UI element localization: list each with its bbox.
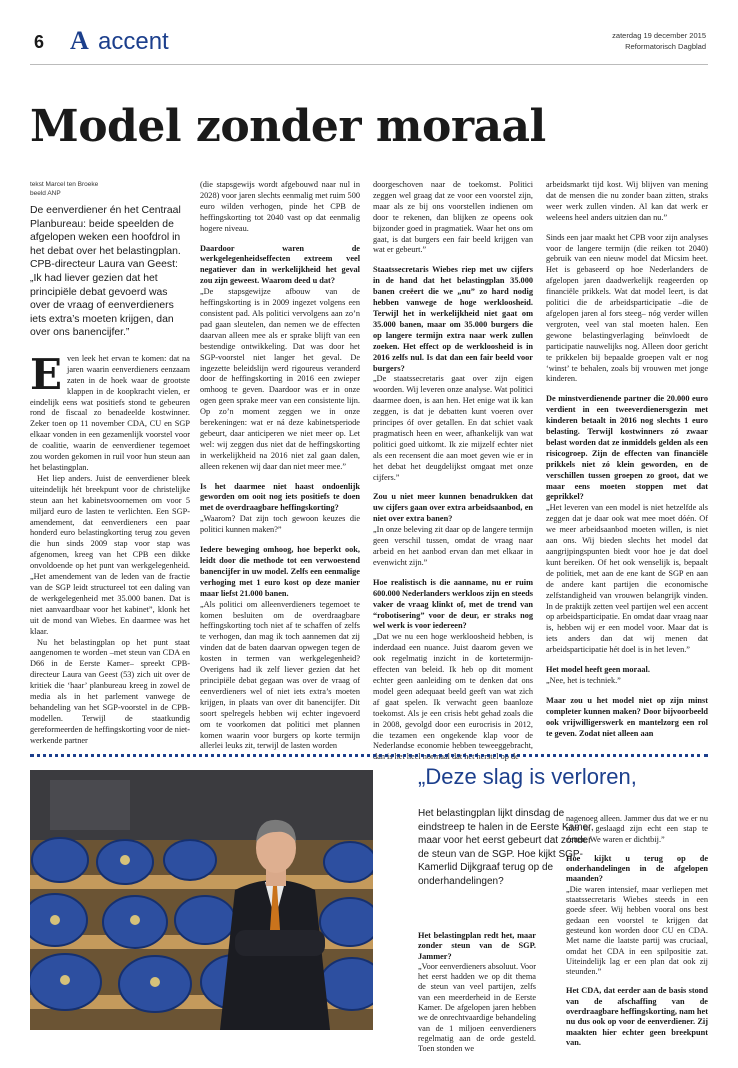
interview-question: Is het daarmee niet haast ondoenlijk geworden om ooit nog iets positiefs te doen met de overdraagbare heffingskorting? <box>200 481 360 513</box>
interview-answer: „Nee, het is techniek.” <box>546 675 621 685</box>
interview-answer: „De staatssecretaris gaat over zijn eigen woorden. Wij leveren onze analyse. Wat politici daarmee doen, is aan hen. Het enige wat ik kan zeggen, is dat je debatten kunt voeren over principes óf over getallen. En dat schiet vaak pragmatisch heen en weer, afhankelijk van wat politici goed uitkomt. Ik zie mijzelf echter niet als een recensent die aan moet geven wie er in het debat het deugdelijkst omgaat met onze cijfers.” <box>373 374 533 482</box>
article-paragraph: ven leek het ervan te komen: dat na jaren waarin eenverdieners eenzaam zaten in de hoek waar de grootste klappen in de koopkracht vielen, er eindelijk eens wat positiefs stond te gebeuren rond de fiscaal zo benadeelde kostwinner. Zeker toen op 11 november CDA, CU en SGP elkaar vonden in een gezamenlijk voorstel voor de coalitie, waarin de eenverdiener tegemoet zou worden gekomen in ruil voor hun steun aan het belastingplan. <box>30 353 190 472</box>
interview-question: Iedere beweging omhoog, hoe beperkt ook, leidt door die methode tot een verwoestend banencijfer in uw model. Zelfs een eenmalige verhoging met 1 euro kost op deze manier maar liefst 21.000 banen. <box>200 545 360 598</box>
header-rule <box>30 64 708 65</box>
article-column-1 <box>30 180 190 747</box>
parliament-photo-illustration <box>30 770 373 1030</box>
author-credit: tekst Marcel ten Broeke <box>30 181 99 188</box>
interview-question: Staatssecretaris Wiebes riep met uw cijfers in de hand dat het belastingplan 35.000 banen creëert die we „nu” zo hard nodig hebben vanwege de hoge werkloosheid. Terwijl het in werkelijkheid niet gaat om 35.000 banen, maar om 35.000 burgers die op langere termijn extra naar werk zullen zoeken. Het effect op de werkloosheid is in 2016 zelfs nul. Is dat dan een fair beeld voor burgers? <box>373 265 533 373</box>
article-lead: De eenverdiener én het Centraal Planbureau: beide speelden de afgelopen weken een hoofdrol in het debat over het belastingplan. CPB-directeur Laura van Geest: „Ik had liever gezien dat het principiële debat gevoerd was over de vraag of eenverdieners iets extra’s moeten krijgen, dan over ons banencijfer.” <box>30 205 181 339</box>
issue-date: zaterdag 19 december 2015 <box>612 31 706 40</box>
sidebar-intro: Het belastingplan lijkt dinsdag de eindstreep te halen in de Eerste Kamer, maar voor het eerst gebeurt dat zónder de steun van de SGP. Hoe kijkt SGP-Kamerlid Dijkgraaf terug op de onderhandelingen? <box>418 808 594 887</box>
interview-answer: „Voor eenverdieners absoluut. Voor het eerst hadden we op dit thema de steun van veel partijen, zelfs van een meerderheid in de Eerste Kamer. De afgelopen jaren hebben we de onrechtvaardige behandeling van de 1 miljoen eenverdieners regelmatig aan de orde gesteld. Toen stonden we <box>418 961 536 1054</box>
article-column-3 <box>373 180 533 763</box>
interview-question: Daardoor waren de werkgelegenheidseffecten extreem veel negatiever dan in werkelijkheid het geval zou zijn geweest. Waarom deed u dat? <box>200 243 360 286</box>
interview-question: De minstverdienende partner die 20.000 euro verdient in een tweeverdienersgezin met kinderen betaalt in 2016 nog slechts 1 euro belasting. Terwijl kostwinners zó zwaar belast worden dat ze inmiddels gelden als een risicogroep. Zijn de effecten van financiële prikkels niet zó klein geworden, en de verschillen tussen groepen zo groot, dat we maar eens moeten stoppen met dat geprikkel? <box>546 394 708 502</box>
interview-answer: „Dat we nu een hoge werkloosheid hebben, is inderdaad een nuance. Juist daarom geven we ook regelmatig inzicht in de kortetermijn-effecten van beleid. Ik heb op dit moment echter geen aanleiding om te denken dat ons model geen adequaat beeld geeft van wat zich af gaat spelen. Ik verwacht geen baanloze toekomst. Als je een crisis hebt gehad zoals die in 2008, gevolgd door een eurocrisis in 2012, die tezamen een ongekende klap voor de Nederlandse economie hebben teweeggebracht, dan is het heel normaal dat het herstel op de <box>373 632 533 762</box>
newspaper-name: Reformatorisch Dagblad <box>625 42 706 51</box>
sidebar-column-1 <box>418 922 536 1055</box>
drop-cap: E <box>30 349 63 399</box>
page-number: 6 <box>34 32 45 52</box>
interview-answer: (die stapsgewijs wordt afgebouwd naar nul in 2028) voor jaren slechts eenmalig met ruim 500 euro wilden verhogen, pinde het CPB de heffingskorting tot 2040 vast op dat eenmalig hogere niveau. <box>200 180 360 233</box>
interview-answer: arbeidsmarkt tijd kost. Wij blijven van mening dat de mensen die nu zonder baan zitten, straks weer werk zullen vinden. Al kan dat werk er weleens heel anders uitzien dan nu.” <box>546 180 708 222</box>
interview-answer: „De stapsgewijze afbouw van de heffingskorting is in 2009 ingezet volgens een consistent pad. Als politici vervolgens aan zo’n pad gaan sleutelen, dan nemen we de effecten daarvan alleen mee als er sprake blijft van een bestendige ontwikkeling. Dat was door het SGP-voorstel niet langer het geval. De ingezette beleidslijn werd rigoureus veranderd door de heffingskorting in 2016 een zwieper omhoog te geven. Daardoor was er in onze ogen geen sprake meer van een consistente lijn. Op zo’n moment zeggen we in onze berekeningen: wat er ná deze kabinetsperiode gebeurt, daar anticiperen we niet meer op. Let wel: wij zeggen dus niet dat de heffingskorting in werkelijkheid na 2016 niet zal gaan dalen, alleen rekenen wij daar dan niet meer mee.” <box>200 287 360 471</box>
portrait-photo <box>30 770 373 1030</box>
interview-question: Zou u niet meer kunnen benadrukken dat uw cijfers gaan over extra arbeidsaanbod, en niet over extra banen? <box>373 492 533 524</box>
sidebar-column-2 <box>566 814 708 1048</box>
section-title: accent <box>98 28 169 55</box>
interview-answer: „Het leveren van een model is niet hetzelfde als zeggen dat je daar ook wat mee moet dóén. Of we meer arbeidsaanbod moeten willen, is niet aan ons. Wij bieden slechts het model dat aangrijpingspunten biedt voor hoe je dat doel kunt bereiken. Of het ook wenselijk is, bepaalt de politiek, met aan de ene kant de SGP en aan de andere kant partijen die economische zelfstandigheid van vrouwen belangrijk vinden. In de praktijk zetten veel partijen wel een accent op arbeidsparticipatie. En omdat daar vraag naar is, hebben wij er een model voor. Maar dat is iets anders dan dat wij menen dat arbeidsparticipatie hét doel is in het leven.” <box>546 503 708 655</box>
article-paragraph: Nu het belastingplan op het punt staat aangenomen te worden –met steun van CDA en D66 in de Eerste Kamer– spreekt CPB-directeur Laura van Geest (53) zich uit over de kritiek die ‘haar’ planbureau kreeg in zowel de media als in het parlement vanwege de behandeling van het SGP-voorstel in de CPB-modellen. Terwijl de staatkundig gereformeerden de heffingskorting voor de niet-werkende partner <box>30 637 190 745</box>
interview-question: Het belastingplan redt het, maar zonder steun van de SGP. Jammer? <box>418 931 536 961</box>
interview-answer: „Die waren intensief, maar verliepen met staatssecretaris Wiebes steeds in een goede sfeer. Wij hebben vooral ons best gedaan een voorstel te krijgen dat gesteund kon worden door CU en CDA. Met name die laatste partij was cruciaal, omdat het CDA in een spilpositie zat. Uiteindelijk lag er een plan dat ook zij steunden.” <box>566 884 708 977</box>
interview-answer: doorgeschoven naar de toekomst. Politici zeggen wel graag dat ze voor een voorstel zijn, maar als ze bij ons voorstellen indienen om door te rekenen, dan blijken ze opeens ook bijzonder goed in pragmatiek. Waar het ons om gaat, is dat burgers een fair beeld krijgen van wat er gebeurt.” <box>373 180 533 255</box>
interview-question: Hoe realistisch is die aanname, nu er ruim 600.000 Nederlanders werkloos zijn en steeds vaker de vraag klinkt of, met de trend van “robotisering” voor de deur, er straks nog wel werk is voor iedereen? <box>373 577 533 631</box>
interview-question: Het CDA, dat eerder aan de basis stond van de afschaffing van de overdraagbare heffingskorting, nam het nu dus ook op voor de eenverdiener. Zij maakten hier echter geen breekpunt van. <box>566 986 708 1047</box>
interview-answer: „Als politici om alleenverdieners tegemoet te komen besluiten om de overdraagbare heffingskorting toch niet af te schaffen of zelfs te verhogen, dan mag ik toch aannemen dat zij vinden dat de baten daarvan opwegen tegen de kosten in termen van werkgelegenheid? Overigens had ik zelf liever gezien dat het principiële debat gegaan was over de vraag of eenverdieners wel of niet iets extra’s moeten krijgen, in plaats van over dit banencijfer. Dit soort spelregels hebben wij echter ingevoerd om te voorkomen dat politici met plannen komen waarin voor burgers op korte termijn allerlei leuks zit, terwijl de lasten worden <box>200 599 360 751</box>
page-header <box>30 28 710 58</box>
article-paragraph: Het liep anders. Juist de eenverdiener bleek uiteindelijk hét breekpunt voor de christelijke steun aan het kabinetsvoornemen om voor 5 miljard euro de lasten te verlichten. Een SGP-amendement, dat eenverdieners een paar honderd euro belastingkorting terug zou geven die hun sinds 2009 stap voor stap was afgenomen, kreeg van het CPB een dikke onvoldoende op het punt van werkgelegenheid. „Het amendement van de leden van de fractie van de SGP leidt structureel tot een daling van de werkgelegenheid met 35.000 banen. Dat is niet aanvaardbaar voor het kabinet”, klonk het uit de mond van Wiebes. En daarmee was het klaar. <box>30 473 190 636</box>
section-divider <box>30 754 708 757</box>
interview-answer: „Waarom? Dat zijn toch gewoon keuzes die politici kunnen maken?” <box>200 514 360 535</box>
interview-question: Hoe kijkt u terug op de onderhandelingen in de afgelopen maanden? <box>566 853 708 884</box>
newspaper-logo: A <box>70 26 89 55</box>
interview-answer: nagenoeg alleen. Jammer dus dat we er nu niet in geslaagd zijn echt een stap te zetten. We waren er dichtbij.” <box>566 814 708 844</box>
interview-answer: Sinds een jaar maakt het CPB voor zijn analyses voor de langere termijn (die reiken tot 2040) gebruik van een nieuw model dat Micsim heet. Het is gebaseerd op hoe Nederlanders de afgelopen jaren daadwerkelijk reageerden op financiële prikkels. Wat dat model leert, is dat politici die de arbeidsparticipatie –die de afgelopen jaren al fors steeg– nóg verder willen vergroten, veel van stal moeten halen. Een gewone belastingverlaging beïnvloedt de participatie nauwelijks nog. Alleen door gericht te prikkelen bij bepaalde groepen valt er nog ‘winst’ te behalen, zoals bij vrouwen met jonge kinderen. <box>546 232 708 384</box>
interview-answer: „In onze beleving zit daar op de langere termijn geen verschil tussen, omdat de vraag naar arbeid en het aanbod ervan dan met elkaar in evenwicht zijn.” <box>373 525 533 567</box>
article-column-4 <box>546 180 708 740</box>
pull-quote: „Deze slag is verloren, <box>418 764 637 789</box>
photo-credit: beeld ANP <box>30 190 61 197</box>
interview-question: Het model heeft geen moraal. <box>546 665 650 675</box>
dateline <box>612 30 706 52</box>
article-column-2 <box>200 180 360 752</box>
column-body <box>30 349 190 747</box>
article-headline: Model zonder moraal <box>30 101 546 152</box>
interview-question: Maar zou u het model niet op zijn minst completer kunnen maken? Door bijvoorbeeld ook vrijwilligerswerk en mantelzorg een rol te geven. Zodat niet alleen aan <box>546 695 708 738</box>
